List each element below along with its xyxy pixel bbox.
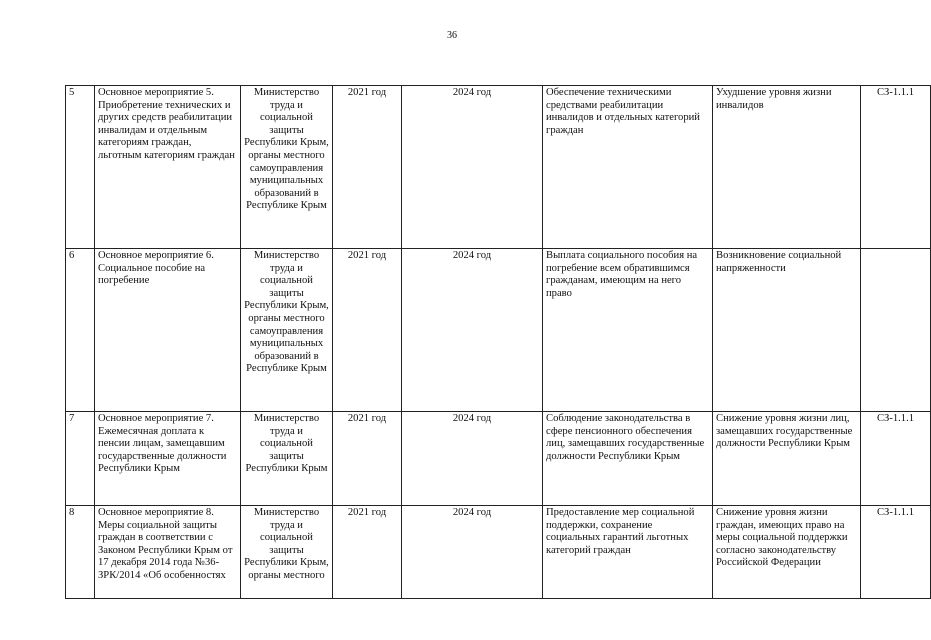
indicator-link — [861, 249, 931, 412]
measure-name: Основное мероприятие 8. Меры социальной защиты граждан в соответствии с Законом Республики Крым от 17 декабря 2014 года №36-ЗРК/2014 «Об особенностях — [95, 506, 241, 599]
row-number: 5 — [66, 86, 95, 249]
non-implementation-consequence: Ухудшение уровня жизни инвалидов — [713, 86, 861, 249]
indicator-link: СЗ-1.1.1 — [861, 506, 931, 599]
table-row — [66, 249, 931, 412]
start-year: 2021 год — [333, 86, 402, 249]
expected-result: Обеспечение техническими средствами реабилитации инвалидов и отдельных категорий граждан — [543, 86, 713, 249]
table-row — [66, 412, 931, 506]
start-year: 2021 год — [333, 412, 402, 506]
non-implementation-consequence: Возникновение социальной напряженности — [713, 249, 861, 412]
responsible-executor: Министерство труда и социальной защиты Республики Крым, органы местного — [241, 506, 333, 599]
responsible-executor: Министерство труда и социальной защиты Республики Крым — [241, 412, 333, 506]
responsible-executor: Министерство труда и социальной защиты Республики Крым, органы местного самоуправления муниципальных образований в Республике Крым — [241, 249, 333, 412]
non-implementation-consequence: Снижение уровня жизни лиц, замещавших государственные должности Республики Крым — [713, 412, 861, 506]
table-row — [66, 86, 931, 249]
expected-result: Выплата социального пособия на погребение всем обратившимся гражданам, имеющим на него право — [543, 249, 713, 412]
end-year: 2024 год — [402, 249, 543, 412]
row-number: 8 — [66, 506, 95, 599]
table-row — [66, 506, 931, 599]
measures-table — [65, 85, 931, 599]
start-year: 2021 год — [333, 506, 402, 599]
indicator-link: СЗ-1.1.1 — [861, 412, 931, 506]
expected-result: Соблюдение законодательства в сфере пенсионного обеспечения лиц, замещавших государственные должности Республики Крым — [543, 412, 713, 506]
page-number: 36 — [447, 30, 457, 41]
start-year: 2021 год — [333, 249, 402, 412]
row-number: 7 — [66, 412, 95, 506]
row-number: 6 — [66, 249, 95, 412]
end-year: 2024 год — [402, 86, 543, 249]
indicator-link: СЗ-1.1.1 — [861, 86, 931, 249]
measure-name: Основное мероприятие 7. Ежемесячная доплата к пенсии лицам, замещавшим государственные должности Республики Крым — [95, 412, 241, 506]
responsible-executor: Министерство труда и социальной защиты Республики Крым, органы местного самоуправления муниципальных образований в Республике Крым — [241, 86, 333, 249]
measure-name: Основное мероприятие 6. Социальное пособие на погребение — [95, 249, 241, 412]
measure-name: Основное мероприятие 5. Приобретение технических и других средств реабилитации инвалидам и отдельным категориям граждан, льготным категориям граждан — [95, 86, 241, 249]
end-year: 2024 год — [402, 412, 543, 506]
non-implementation-consequence: Снижение уровня жизни граждан, имеющих право на меры социальной поддержки согласно законодательству Российской Федерации — [713, 506, 861, 599]
end-year: 2024 год — [402, 506, 543, 599]
expected-result: Предоставление мер социальной поддержки, сохранение социальных гарантий льготных категорий граждан — [543, 506, 713, 599]
